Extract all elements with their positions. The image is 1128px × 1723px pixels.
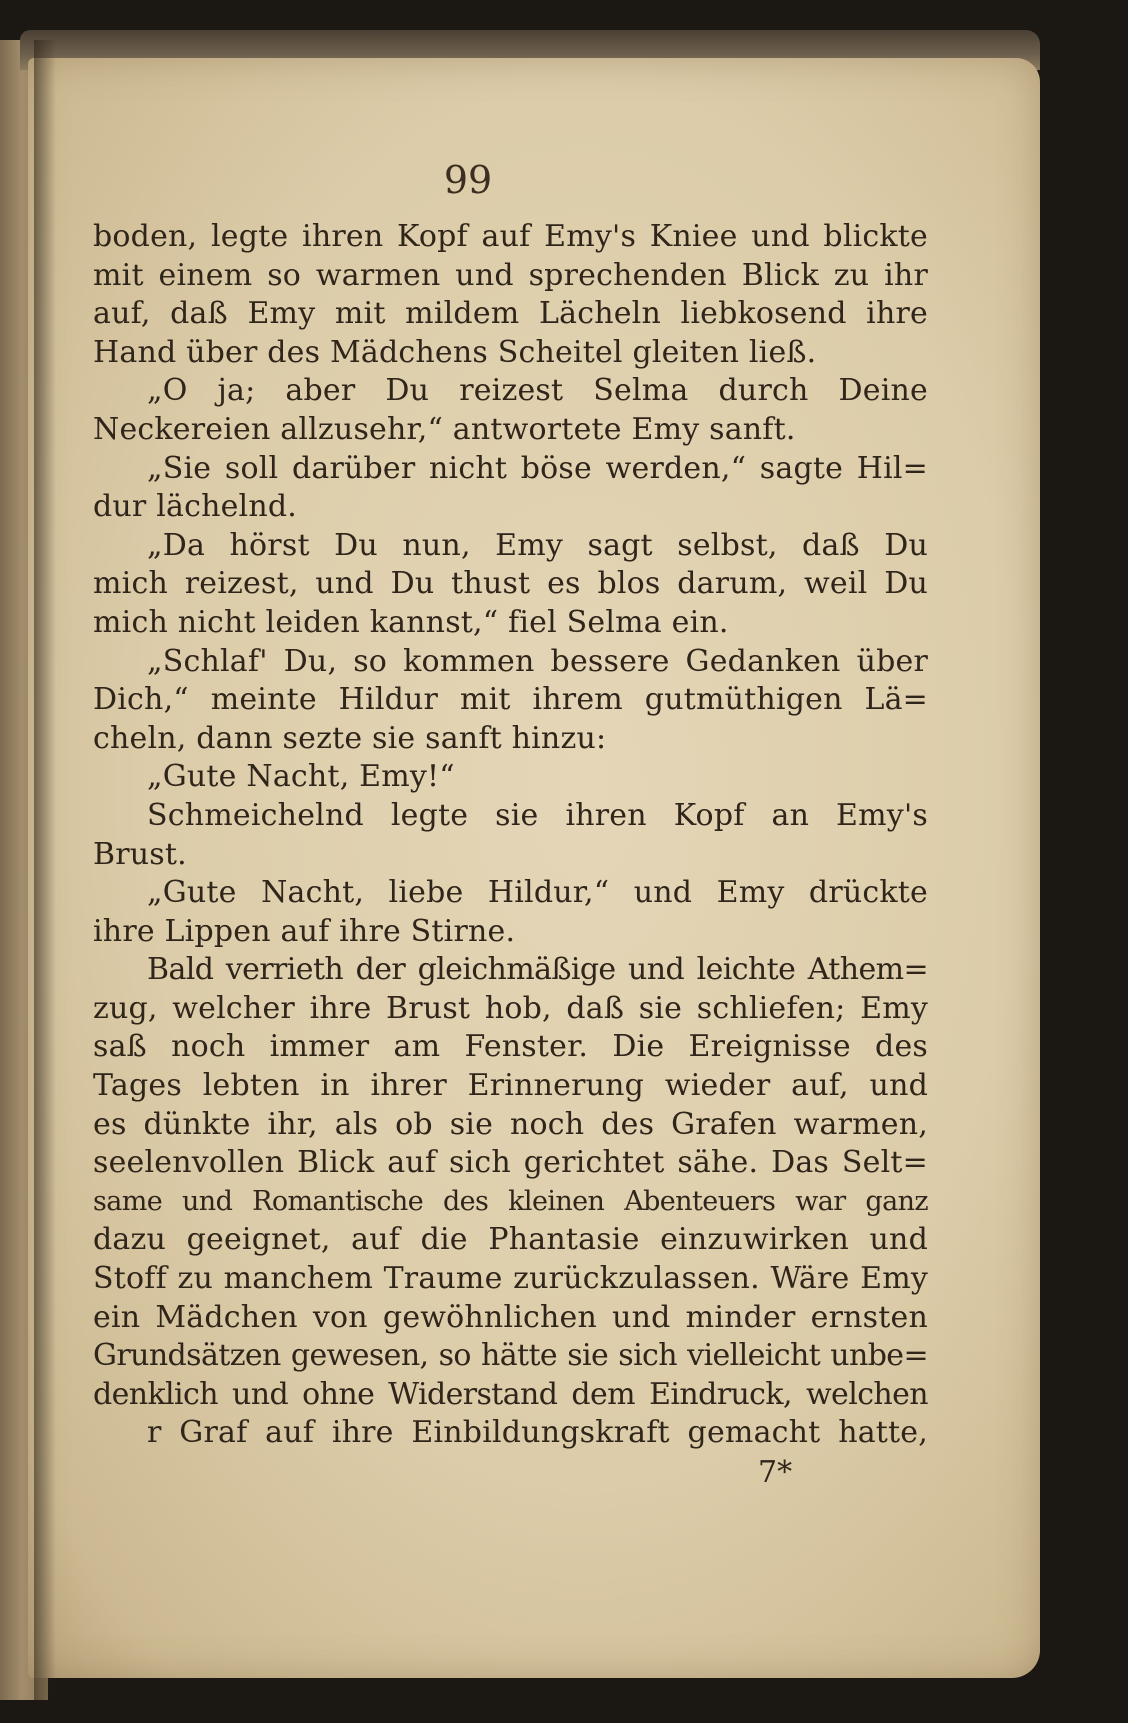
text-line: ein Mädchen von gewöhnlichen und minder ernsten	[93, 1299, 928, 1335]
text-line: denklich und ohne Widerstand dem Eindruck, welchen	[93, 1376, 928, 1412]
text-line: „Gute Nacht, Emy!“	[147, 759, 455, 795]
text-line: „O ja; aber Du reizest Selma durch Deine	[147, 373, 928, 409]
text-line: auf, daß Emy mit mildem Lächeln liebkosend ihre	[93, 296, 928, 332]
text-line: dur lächelnd.	[93, 489, 298, 525]
text-line: same und Romantische des kleinen Abenteuers war ganz	[93, 1185, 928, 1217]
text-line: dazu geeignet, auf die Phantasie einzuwirken und	[93, 1222, 928, 1258]
text-line: es dünkte ihr, als ob sie noch des Grafen warmen,	[93, 1106, 928, 1142]
text-line: zug, welcher ihre Brust hob, daß sie schliefen; Emy	[93, 990, 928, 1026]
text-line: mich nicht leiden kannst,“ fiel Selma ein.	[93, 604, 729, 640]
text-line: saß noch immer am Fenster. Die Ereignisse des	[93, 1029, 928, 1065]
page-number: 99	[443, 158, 493, 202]
page-text	[93, 218, 928, 1453]
text-line: „Schlaf' Du, so kommen bessere Gedanken über	[147, 643, 928, 679]
text-line: Grundsätzen gewesen, so hätte sie sich vielleicht unbe=	[93, 1338, 928, 1374]
text-line: „Sie soll darüber nicht böse werden,“ sagte Hil=	[147, 450, 928, 486]
text-line: mich reizest, und Du thust es blos darum, weil Du	[93, 566, 928, 602]
spine-shadow	[34, 40, 56, 1700]
text-line: mit einem so warmen und sprechenden Blick zu ihr	[93, 257, 928, 293]
text-line: Brust.	[93, 836, 187, 872]
text-line: r Graf auf ihre Einbildungskraft gemacht hatte,	[147, 1415, 928, 1451]
text-line: Stoff zu manchem Traume zurückzulassen. Wäre Emy	[93, 1261, 928, 1297]
text-line: „Gute Nacht, liebe Hildur,“ und Emy drückte	[147, 875, 928, 911]
text-line: ihre Lippen auf ihre Stirne.	[93, 913, 516, 949]
text-line: Tages lebten in ihrer Erinnerung wieder auf, und	[93, 1068, 928, 1104]
text-line: Hand über des Mädchens Scheitel gleiten ließ.	[93, 334, 817, 370]
text-line: seelenvollen Blick auf sich gerichtet sähe. Das Selt=	[93, 1145, 928, 1181]
signature-mark: 7*	[758, 1455, 793, 1490]
text-line: Bald verrieth der gleichmäßige und leichte Athem=	[147, 952, 928, 988]
text-line: boden, legte ihren Kopf auf Emy's Kniee und blickte	[93, 219, 928, 254]
book-page	[28, 58, 1040, 1678]
text-line: Dich,“ meinte Hildur mit ihrem gutmüthigen Lä=	[93, 682, 928, 718]
text-line: Neckereien allzusehr,“ antwortete Emy sanft.	[93, 411, 796, 447]
text-line: Schmeichelnd legte sie ihren Kopf an Emy's	[147, 797, 928, 833]
text-line: cheln, dann sezte sie sanft hinzu:	[93, 720, 607, 756]
text-line: „Da hörst Du nun, Emy sagt selbst, daß Du	[147, 527, 928, 563]
